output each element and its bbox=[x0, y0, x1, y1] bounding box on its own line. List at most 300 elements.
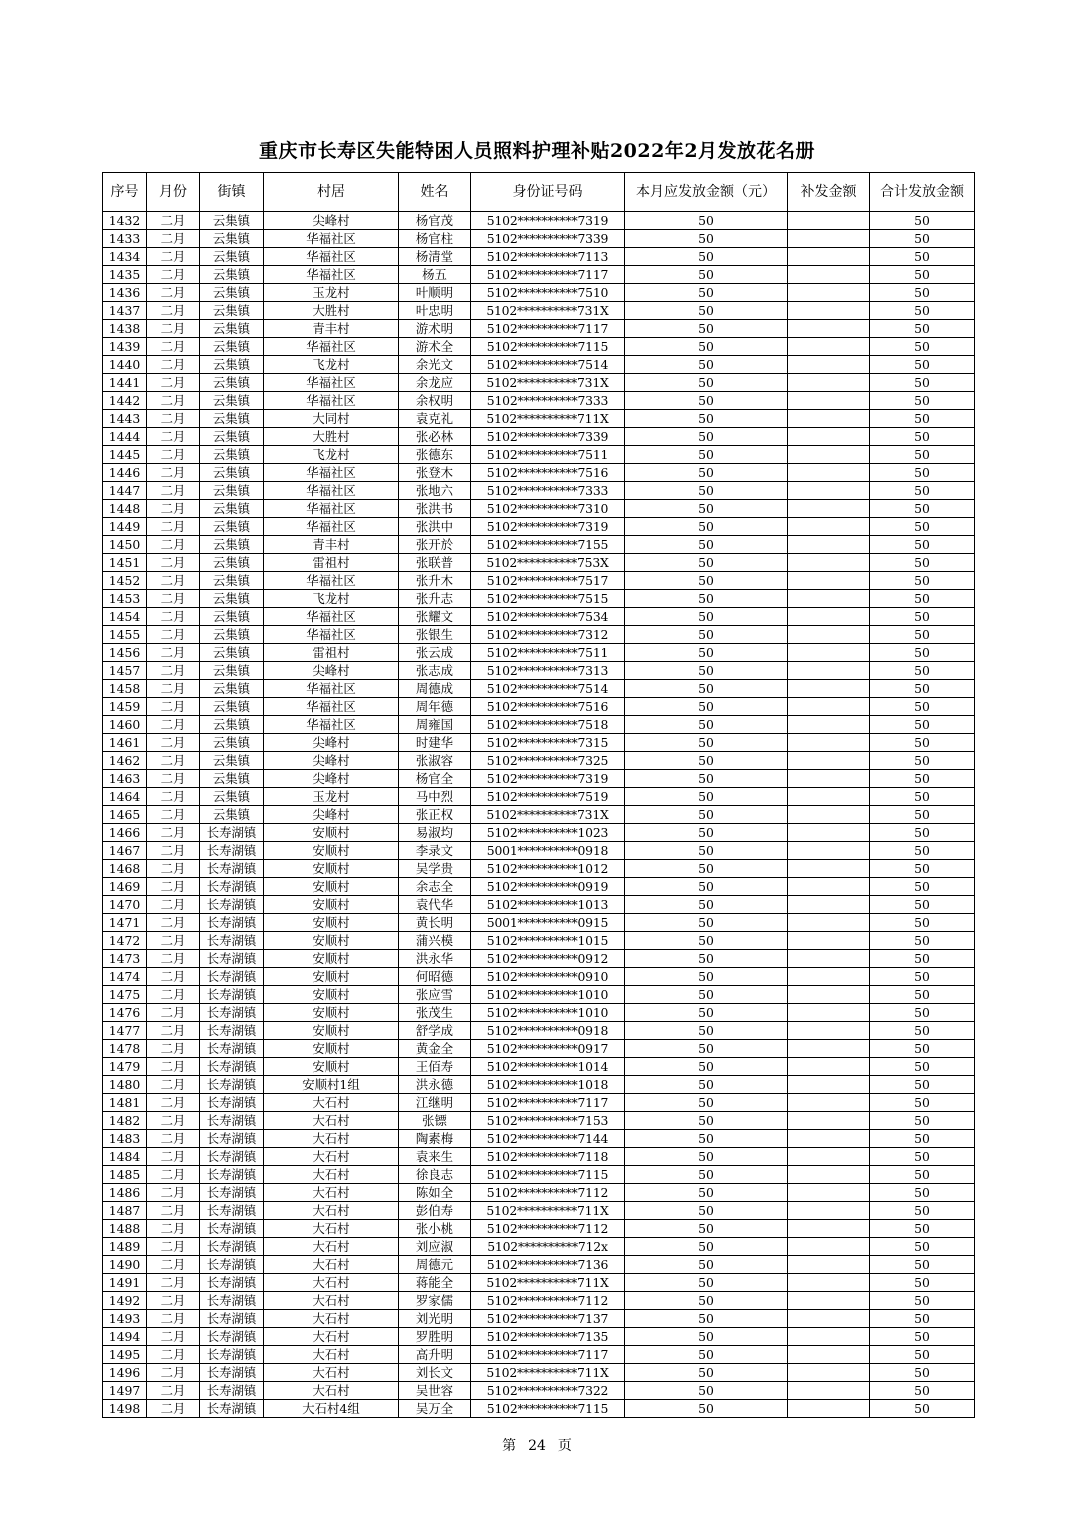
cell-town: 云集镇 bbox=[200, 500, 264, 518]
col-header-village: 村居 bbox=[264, 173, 399, 212]
cell-name: 王佰寿 bbox=[399, 1058, 471, 1076]
cell-id-number: 5102**********7137 bbox=[471, 1310, 625, 1328]
cell-id-number: 5102**********7339 bbox=[471, 428, 625, 446]
cell-monthly-amount: 50 bbox=[625, 752, 788, 770]
cell-town: 云集镇 bbox=[200, 590, 264, 608]
table-row bbox=[103, 1148, 975, 1166]
cell-month: 二月 bbox=[147, 842, 200, 860]
cell-village: 安顺村 bbox=[264, 914, 399, 932]
cell-month: 二月 bbox=[147, 1022, 200, 1040]
cell-month: 二月 bbox=[147, 824, 200, 842]
cell-village: 安顺村 bbox=[264, 932, 399, 950]
cell-month: 二月 bbox=[147, 770, 200, 788]
cell-id-number: 5102**********7319 bbox=[471, 770, 625, 788]
cell-village: 华福社区 bbox=[264, 626, 399, 644]
cell-index: 1470 bbox=[103, 896, 147, 914]
cell-index: 1442 bbox=[103, 392, 147, 410]
cell-supplement bbox=[788, 1310, 870, 1328]
cell-monthly-amount: 50 bbox=[625, 824, 788, 842]
cell-town: 云集镇 bbox=[200, 716, 264, 734]
cell-month: 二月 bbox=[147, 320, 200, 338]
table-row bbox=[103, 1292, 975, 1310]
cell-supplement bbox=[788, 716, 870, 734]
cell-index: 1443 bbox=[103, 410, 147, 428]
cell-village: 尖峰村 bbox=[264, 752, 399, 770]
cell-town: 长寿湖镇 bbox=[200, 896, 264, 914]
cell-name: 周年德 bbox=[399, 698, 471, 716]
cell-village: 青丰村 bbox=[264, 536, 399, 554]
cell-index: 1449 bbox=[103, 518, 147, 536]
cell-supplement bbox=[788, 878, 870, 896]
cell-supplement bbox=[788, 374, 870, 392]
cell-total: 50 bbox=[870, 410, 975, 428]
cell-index: 1474 bbox=[103, 968, 147, 986]
cell-id-number: 5102**********7516 bbox=[471, 698, 625, 716]
cell-total: 50 bbox=[870, 482, 975, 500]
cell-village: 华福社区 bbox=[264, 392, 399, 410]
cell-index: 1455 bbox=[103, 626, 147, 644]
cell-name: 徐良志 bbox=[399, 1166, 471, 1184]
cell-index: 1462 bbox=[103, 752, 147, 770]
cell-month: 二月 bbox=[147, 302, 200, 320]
cell-supplement bbox=[788, 788, 870, 806]
cell-id-number: 5102**********7518 bbox=[471, 716, 625, 734]
table-row bbox=[103, 446, 975, 464]
table-row bbox=[103, 860, 975, 878]
cell-name: 袁代华 bbox=[399, 896, 471, 914]
cell-supplement bbox=[788, 1274, 870, 1292]
cell-village: 大石村 bbox=[264, 1148, 399, 1166]
cell-month: 二月 bbox=[147, 284, 200, 302]
cell-village: 玉龙村 bbox=[264, 788, 399, 806]
cell-monthly-amount: 50 bbox=[625, 212, 788, 230]
cell-monthly-amount: 50 bbox=[625, 1166, 788, 1184]
col-header-month: 月份 bbox=[147, 173, 200, 212]
cell-town: 长寿湖镇 bbox=[200, 1004, 264, 1022]
cell-name: 洪永德 bbox=[399, 1076, 471, 1094]
cell-supplement bbox=[788, 1004, 870, 1022]
cell-name: 张洪书 bbox=[399, 500, 471, 518]
cell-id-number: 5102**********711X bbox=[471, 410, 625, 428]
cell-supplement bbox=[788, 284, 870, 302]
cell-town: 长寿湖镇 bbox=[200, 1292, 264, 1310]
cell-town: 长寿湖镇 bbox=[200, 1184, 264, 1202]
cell-monthly-amount: 50 bbox=[625, 572, 788, 590]
cell-village: 大同村 bbox=[264, 410, 399, 428]
cell-name: 张银生 bbox=[399, 626, 471, 644]
cell-town: 长寿湖镇 bbox=[200, 1346, 264, 1364]
cell-supplement bbox=[788, 1382, 870, 1400]
cell-supplement bbox=[788, 770, 870, 788]
cell-monthly-amount: 50 bbox=[625, 1346, 788, 1364]
cell-name: 张德东 bbox=[399, 446, 471, 464]
cell-supplement bbox=[788, 680, 870, 698]
cell-month: 二月 bbox=[147, 1148, 200, 1166]
cell-village: 安顺村 bbox=[264, 986, 399, 1004]
cell-monthly-amount: 50 bbox=[625, 1220, 788, 1238]
table-row bbox=[103, 1220, 975, 1238]
cell-village: 华福社区 bbox=[264, 464, 399, 482]
cell-monthly-amount: 50 bbox=[625, 518, 788, 536]
cell-index: 1492 bbox=[103, 1292, 147, 1310]
cell-town: 云集镇 bbox=[200, 428, 264, 446]
table-row bbox=[103, 914, 975, 932]
cell-month: 二月 bbox=[147, 446, 200, 464]
cell-month: 二月 bbox=[147, 266, 200, 284]
col-header-index: 序号 bbox=[103, 173, 147, 212]
cell-id-number: 5102**********7115 bbox=[471, 338, 625, 356]
cell-total: 50 bbox=[870, 878, 975, 896]
cell-id-number: 5102**********1013 bbox=[471, 896, 625, 914]
cell-name: 刘长文 bbox=[399, 1364, 471, 1382]
cell-index: 1441 bbox=[103, 374, 147, 392]
table-row bbox=[103, 1166, 975, 1184]
col-header-town: 街镇 bbox=[200, 173, 264, 212]
cell-supplement bbox=[788, 518, 870, 536]
cell-id-number: 5102**********1010 bbox=[471, 986, 625, 1004]
cell-index: 1461 bbox=[103, 734, 147, 752]
cell-month: 二月 bbox=[147, 1058, 200, 1076]
cell-town: 长寿湖镇 bbox=[200, 968, 264, 986]
cell-supplement bbox=[788, 1166, 870, 1184]
cell-village: 大胜村 bbox=[264, 428, 399, 446]
table-row bbox=[103, 950, 975, 968]
page-number-value: 24 bbox=[528, 1438, 546, 1454]
cell-village: 飞龙村 bbox=[264, 590, 399, 608]
cell-index: 1459 bbox=[103, 698, 147, 716]
table-row bbox=[103, 536, 975, 554]
cell-village: 华福社区 bbox=[264, 716, 399, 734]
cell-month: 二月 bbox=[147, 1364, 200, 1382]
cell-village: 华福社区 bbox=[264, 248, 399, 266]
cell-town: 云集镇 bbox=[200, 230, 264, 248]
cell-town: 长寿湖镇 bbox=[200, 1382, 264, 1400]
cell-monthly-amount: 50 bbox=[625, 878, 788, 896]
cell-monthly-amount: 50 bbox=[625, 806, 788, 824]
cell-index: 1451 bbox=[103, 554, 147, 572]
cell-total: 50 bbox=[870, 1004, 975, 1022]
cell-monthly-amount: 50 bbox=[625, 788, 788, 806]
cell-id-number: 5102**********7155 bbox=[471, 536, 625, 554]
cell-name: 时建华 bbox=[399, 734, 471, 752]
cell-village: 青丰村 bbox=[264, 320, 399, 338]
cell-supplement bbox=[788, 932, 870, 950]
cell-name: 罗家儒 bbox=[399, 1292, 471, 1310]
cell-id-number: 5102**********7117 bbox=[471, 1346, 625, 1364]
table-row bbox=[103, 1238, 975, 1256]
cell-id-number: 5102**********711X bbox=[471, 1364, 625, 1382]
cell-town: 云集镇 bbox=[200, 266, 264, 284]
table-row bbox=[103, 554, 975, 572]
col-header-total: 合计发放金额 bbox=[870, 173, 975, 212]
cell-month: 二月 bbox=[147, 1328, 200, 1346]
cell-total: 50 bbox=[870, 536, 975, 554]
table-row bbox=[103, 1022, 975, 1040]
cell-id-number: 5102**********7515 bbox=[471, 590, 625, 608]
cell-id-number: 5102**********7144 bbox=[471, 1130, 625, 1148]
cell-total: 50 bbox=[870, 554, 975, 572]
table-row bbox=[103, 500, 975, 518]
cell-town: 云集镇 bbox=[200, 626, 264, 644]
cell-total: 50 bbox=[870, 212, 975, 230]
cell-total: 50 bbox=[870, 572, 975, 590]
cell-id-number: 5102**********7135 bbox=[471, 1328, 625, 1346]
cell-village: 大石村 bbox=[264, 1346, 399, 1364]
cell-name: 李录文 bbox=[399, 842, 471, 860]
cell-month: 二月 bbox=[147, 968, 200, 986]
cell-month: 二月 bbox=[147, 1238, 200, 1256]
cell-supplement bbox=[788, 806, 870, 824]
cell-id-number: 5102**********7511 bbox=[471, 644, 625, 662]
cell-total: 50 bbox=[870, 662, 975, 680]
cell-monthly-amount: 50 bbox=[625, 1382, 788, 1400]
cell-name: 张小桃 bbox=[399, 1220, 471, 1238]
cell-month: 二月 bbox=[147, 1310, 200, 1328]
cell-name: 余龙应 bbox=[399, 374, 471, 392]
cell-name: 张洪中 bbox=[399, 518, 471, 536]
table-row bbox=[103, 356, 975, 374]
cell-month: 二月 bbox=[147, 680, 200, 698]
cell-name: 刘应淑 bbox=[399, 1238, 471, 1256]
cell-town: 云集镇 bbox=[200, 644, 264, 662]
cell-monthly-amount: 50 bbox=[625, 770, 788, 788]
cell-supplement bbox=[788, 1058, 870, 1076]
cell-name: 张登木 bbox=[399, 464, 471, 482]
cell-monthly-amount: 50 bbox=[625, 1094, 788, 1112]
cell-village: 尖峰村 bbox=[264, 662, 399, 680]
cell-name: 袁来生 bbox=[399, 1148, 471, 1166]
cell-name: 余光文 bbox=[399, 356, 471, 374]
cell-name: 张升志 bbox=[399, 590, 471, 608]
cell-index: 1475 bbox=[103, 986, 147, 1004]
cell-supplement bbox=[788, 644, 870, 662]
cell-month: 二月 bbox=[147, 212, 200, 230]
cell-month: 二月 bbox=[147, 482, 200, 500]
cell-total: 50 bbox=[870, 356, 975, 374]
cell-village: 飞龙村 bbox=[264, 356, 399, 374]
cell-total: 50 bbox=[870, 374, 975, 392]
cell-month: 二月 bbox=[147, 230, 200, 248]
cell-index: 1484 bbox=[103, 1148, 147, 1166]
col-header-id-number: 身份证号码 bbox=[471, 173, 625, 212]
cell-village: 大石村 bbox=[264, 1130, 399, 1148]
cell-index: 1489 bbox=[103, 1238, 147, 1256]
table-row bbox=[103, 302, 975, 320]
cell-name: 吴学贵 bbox=[399, 860, 471, 878]
cell-total: 50 bbox=[870, 284, 975, 302]
cell-name: 张应雪 bbox=[399, 986, 471, 1004]
col-header-monthly-amount: 本月应发放金额（元） bbox=[625, 173, 788, 212]
table-row bbox=[103, 212, 975, 230]
cell-supplement bbox=[788, 356, 870, 374]
cell-name: 黄金全 bbox=[399, 1040, 471, 1058]
cell-name: 张茂生 bbox=[399, 1004, 471, 1022]
cell-total: 50 bbox=[870, 1256, 975, 1274]
cell-total: 50 bbox=[870, 1382, 975, 1400]
cell-index: 1439 bbox=[103, 338, 147, 356]
cell-supplement bbox=[788, 572, 870, 590]
cell-town: 云集镇 bbox=[200, 356, 264, 374]
cell-supplement bbox=[788, 1184, 870, 1202]
cell-name: 游术全 bbox=[399, 338, 471, 356]
cell-month: 二月 bbox=[147, 536, 200, 554]
table-row bbox=[103, 1364, 975, 1382]
cell-index: 1460 bbox=[103, 716, 147, 734]
cell-month: 二月 bbox=[147, 518, 200, 536]
cell-village: 安顺村 bbox=[264, 842, 399, 860]
cell-total: 50 bbox=[870, 986, 975, 1004]
table-row bbox=[103, 320, 975, 338]
cell-supplement bbox=[788, 1112, 870, 1130]
cell-name: 张地六 bbox=[399, 482, 471, 500]
cell-name: 陈如全 bbox=[399, 1184, 471, 1202]
cell-monthly-amount: 50 bbox=[625, 1004, 788, 1022]
cell-supplement bbox=[788, 824, 870, 842]
cell-total: 50 bbox=[870, 1130, 975, 1148]
cell-town: 云集镇 bbox=[200, 248, 264, 266]
cell-index: 1468 bbox=[103, 860, 147, 878]
cell-month: 二月 bbox=[147, 752, 200, 770]
table-row bbox=[103, 752, 975, 770]
table-row bbox=[103, 662, 975, 680]
cell-name: 马中烈 bbox=[399, 788, 471, 806]
cell-month: 二月 bbox=[147, 356, 200, 374]
cell-total: 50 bbox=[870, 320, 975, 338]
cell-month: 二月 bbox=[147, 374, 200, 392]
cell-total: 50 bbox=[870, 968, 975, 986]
cell-total: 50 bbox=[870, 806, 975, 824]
cell-village: 大石村 bbox=[264, 1364, 399, 1382]
cell-village: 安顺村 bbox=[264, 968, 399, 986]
page-suffix: 页 bbox=[557, 1438, 572, 1454]
cell-monthly-amount: 50 bbox=[625, 1274, 788, 1292]
cell-id-number: 5102**********7325 bbox=[471, 752, 625, 770]
cell-monthly-amount: 50 bbox=[625, 500, 788, 518]
cell-monthly-amount: 50 bbox=[625, 662, 788, 680]
cell-village: 雷祖村 bbox=[264, 554, 399, 572]
cell-month: 二月 bbox=[147, 1004, 200, 1022]
cell-index: 1440 bbox=[103, 356, 147, 374]
cell-name: 叶忠明 bbox=[399, 302, 471, 320]
cell-village: 安顺村 bbox=[264, 824, 399, 842]
cell-total: 50 bbox=[870, 824, 975, 842]
cell-village: 安顺村 bbox=[264, 896, 399, 914]
cell-supplement bbox=[788, 1292, 870, 1310]
cell-name: 张开於 bbox=[399, 536, 471, 554]
cell-total: 50 bbox=[870, 302, 975, 320]
cell-town: 长寿湖镇 bbox=[200, 1112, 264, 1130]
cell-total: 50 bbox=[870, 338, 975, 356]
cell-index: 1478 bbox=[103, 1040, 147, 1058]
cell-total: 50 bbox=[870, 842, 975, 860]
cell-month: 二月 bbox=[147, 932, 200, 950]
cell-town: 云集镇 bbox=[200, 554, 264, 572]
cell-monthly-amount: 50 bbox=[625, 1400, 788, 1418]
cell-index: 1464 bbox=[103, 788, 147, 806]
cell-village: 华福社区 bbox=[264, 482, 399, 500]
cell-monthly-amount: 50 bbox=[625, 932, 788, 950]
cell-monthly-amount: 50 bbox=[625, 896, 788, 914]
cell-village: 雷祖村 bbox=[264, 644, 399, 662]
cell-monthly-amount: 50 bbox=[625, 446, 788, 464]
cell-village: 大石村 bbox=[264, 1256, 399, 1274]
cell-monthly-amount: 50 bbox=[625, 428, 788, 446]
cell-supplement bbox=[788, 1076, 870, 1094]
cell-supplement bbox=[788, 590, 870, 608]
cell-total: 50 bbox=[870, 428, 975, 446]
cell-index: 1434 bbox=[103, 248, 147, 266]
cell-month: 二月 bbox=[147, 338, 200, 356]
cell-id-number: 5102**********711X bbox=[471, 1274, 625, 1292]
table-row bbox=[103, 1382, 975, 1400]
cell-total: 50 bbox=[870, 896, 975, 914]
cell-town: 云集镇 bbox=[200, 608, 264, 626]
cell-supplement bbox=[788, 1202, 870, 1220]
cell-monthly-amount: 50 bbox=[625, 356, 788, 374]
cell-total: 50 bbox=[870, 266, 975, 284]
cell-id-number: 5001**********0918 bbox=[471, 842, 625, 860]
cell-total: 50 bbox=[870, 1076, 975, 1094]
cell-monthly-amount: 50 bbox=[625, 734, 788, 752]
table-row bbox=[103, 842, 975, 860]
cell-total: 50 bbox=[870, 608, 975, 626]
cell-supplement bbox=[788, 1148, 870, 1166]
cell-month: 二月 bbox=[147, 734, 200, 752]
cell-village: 大石村 bbox=[264, 1220, 399, 1238]
cell-town: 云集镇 bbox=[200, 320, 264, 338]
cell-id-number: 5102**********0919 bbox=[471, 878, 625, 896]
cell-monthly-amount: 50 bbox=[625, 1148, 788, 1166]
cell-town: 云集镇 bbox=[200, 752, 264, 770]
cell-total: 50 bbox=[870, 860, 975, 878]
cell-village: 大石村 bbox=[264, 1382, 399, 1400]
cell-village: 华福社区 bbox=[264, 608, 399, 626]
cell-total: 50 bbox=[870, 1184, 975, 1202]
cell-month: 二月 bbox=[147, 1400, 200, 1418]
cell-village: 尖峰村 bbox=[264, 770, 399, 788]
cell-id-number: 5102**********7333 bbox=[471, 482, 625, 500]
cell-monthly-amount: 50 bbox=[625, 680, 788, 698]
cell-total: 50 bbox=[870, 1346, 975, 1364]
cell-total: 50 bbox=[870, 680, 975, 698]
cell-village: 安顺村 bbox=[264, 878, 399, 896]
cell-monthly-amount: 50 bbox=[625, 1184, 788, 1202]
table-row bbox=[103, 230, 975, 248]
cell-index: 1469 bbox=[103, 878, 147, 896]
cell-monthly-amount: 50 bbox=[625, 1310, 788, 1328]
cell-town: 长寿湖镇 bbox=[200, 1310, 264, 1328]
cell-index: 1480 bbox=[103, 1076, 147, 1094]
cell-index: 1467 bbox=[103, 842, 147, 860]
cell-village: 大石村 bbox=[264, 1202, 399, 1220]
cell-town: 长寿湖镇 bbox=[200, 1328, 264, 1346]
cell-index: 1457 bbox=[103, 662, 147, 680]
cell-index: 1465 bbox=[103, 806, 147, 824]
cell-town: 云集镇 bbox=[200, 446, 264, 464]
cell-town: 长寿湖镇 bbox=[200, 824, 264, 842]
cell-town: 长寿湖镇 bbox=[200, 1094, 264, 1112]
cell-id-number: 5102**********0910 bbox=[471, 968, 625, 986]
cell-supplement bbox=[788, 950, 870, 968]
cell-supplement bbox=[788, 1364, 870, 1382]
cell-index: 1452 bbox=[103, 572, 147, 590]
cell-village: 大石村4组 bbox=[264, 1400, 399, 1418]
cell-monthly-amount: 50 bbox=[625, 950, 788, 968]
cell-id-number: 5102**********0912 bbox=[471, 950, 625, 968]
col-header-supplement: 补发金额 bbox=[788, 173, 870, 212]
table-row bbox=[103, 680, 975, 698]
table-row bbox=[103, 644, 975, 662]
